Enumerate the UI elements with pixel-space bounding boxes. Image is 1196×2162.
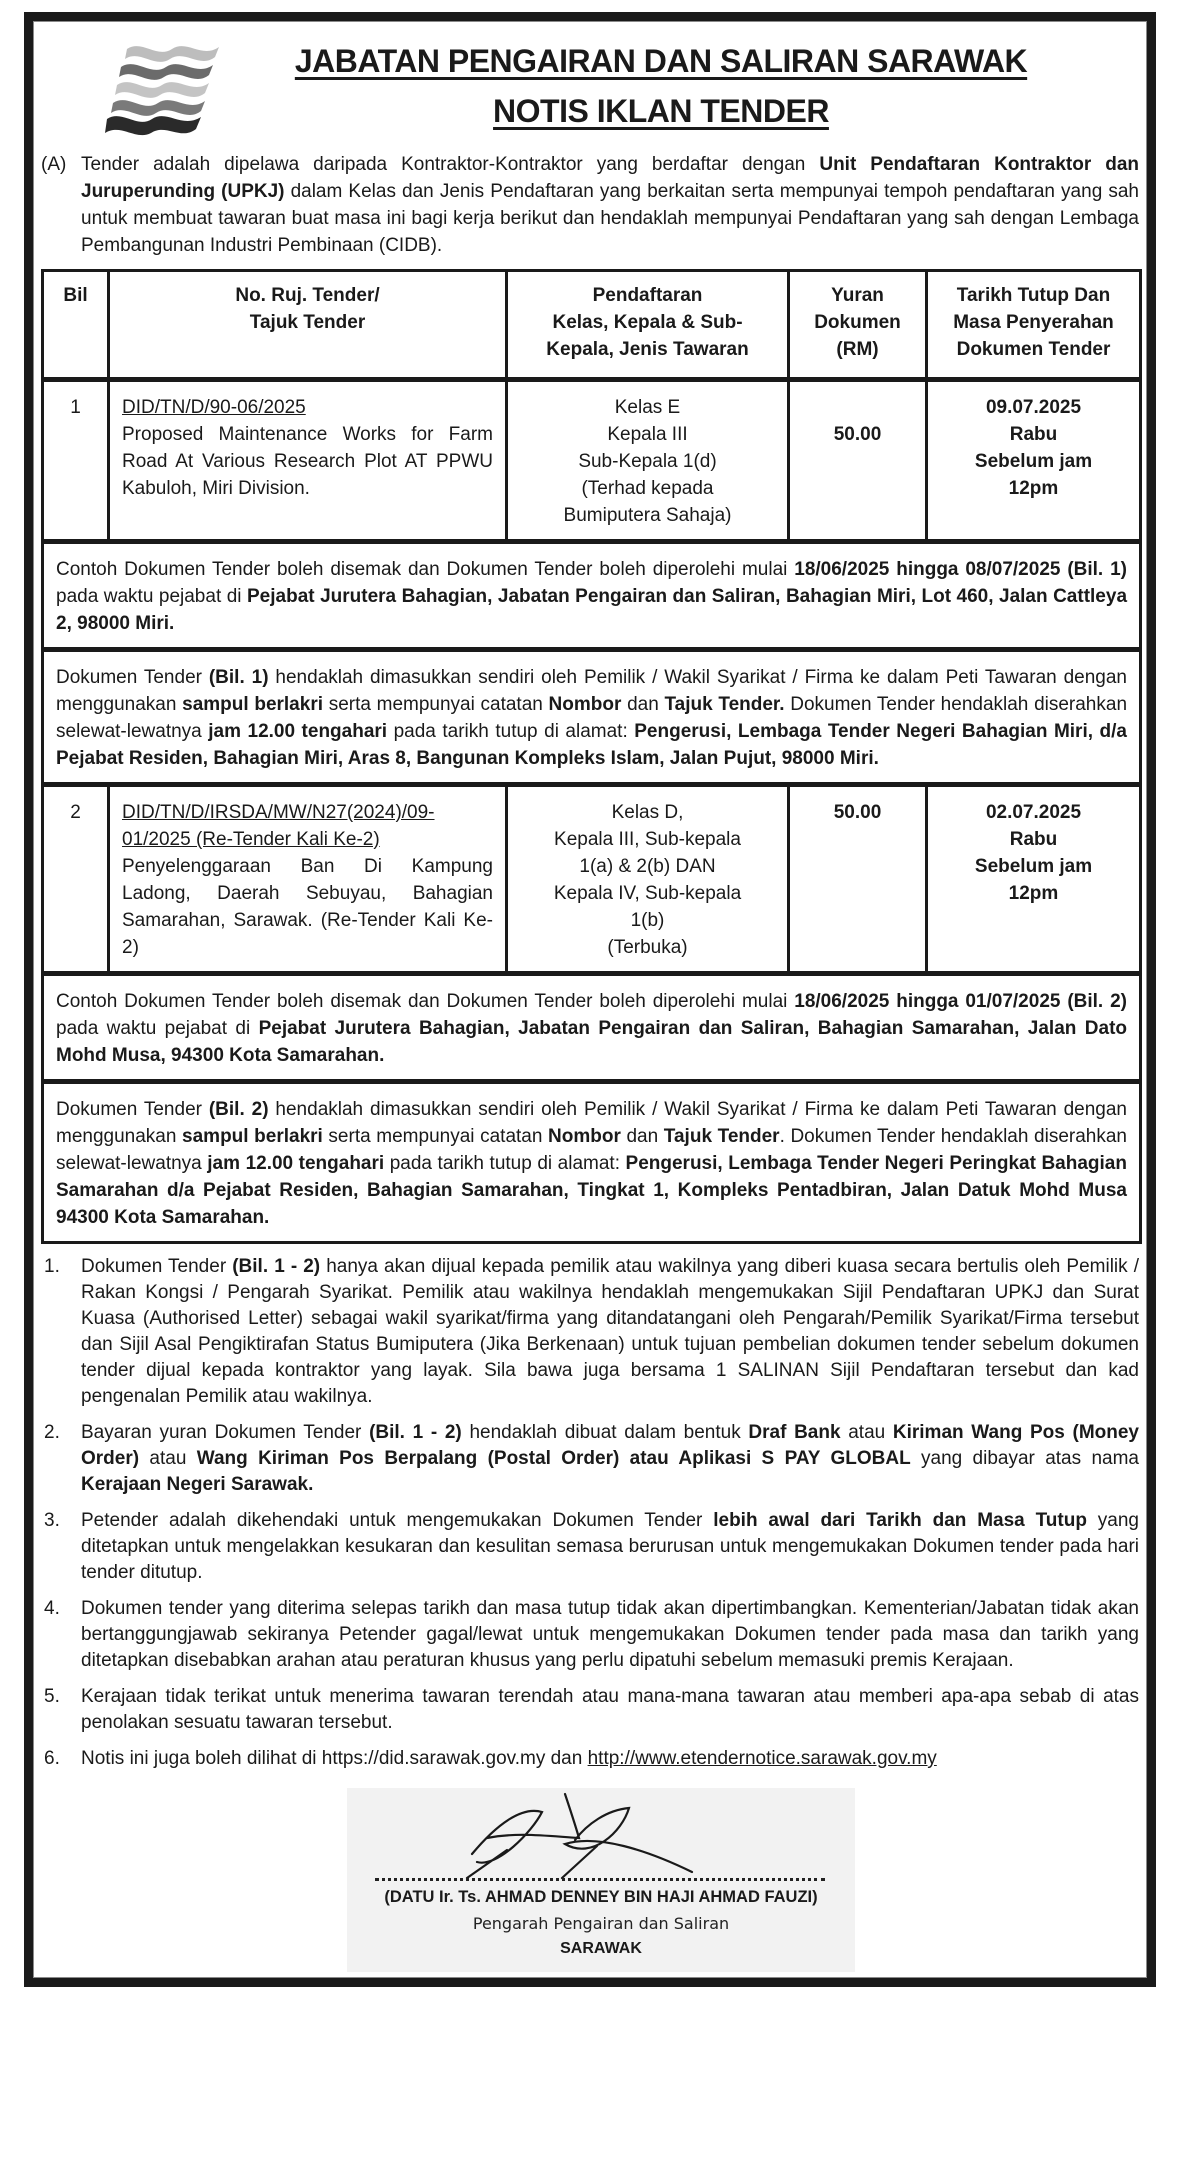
bold-text: (Bil. 1 - 2) [369,1422,462,1443]
text-segment: Kelas, Kepala & Sub- [552,312,743,333]
text-segment: Dokumen Tender [956,339,1111,360]
text-segment: Rabu [1009,424,1058,445]
text-segment: 12pm [1008,478,1059,499]
text-segment: Petender adalah dikehendaki untuk mengemukakan Dokumen Tender [81,1510,714,1531]
signature-area [41,1782,1139,1978]
condition-item [41,1684,1139,1736]
bold-text: Tajuk Tender. [664,694,785,715]
text-segment: hendaklah dimasukkan sendiri oleh Pemilik / Wakil Syarikat / Firma ke dalam Peti Tawaran dengan menggunakan [56,1099,1127,1147]
notice-frame [24,12,1156,1987]
table-header-row [43,271,1141,380]
text-segment: (Terbuka) [607,937,688,958]
text-segment: 3. [44,1510,60,1531]
condition-item [41,1508,1139,1586]
text-segment: (RM) [836,339,879,360]
bold-text: sampul berlakri [182,1126,323,1147]
text-segment: Kepala III, Sub-kepala [554,829,741,850]
intro-text: dalam Kelas dan Jenis Pendaftaran yang berkaitan serta mempunyai tempoh pendaftaran yang sah untuk membuat tawaran buat masa ini bagi kerja berikut dan hendaklah mempunyai Pendaftaran yang sah dengan Lembaga Pembangunan Industri Pembinaan (CIDB). [81,181,1139,256]
signature-dotted-line [375,1878,825,1881]
etendernotice-link[interactable]: http://www.etendernotice.sarawak.gov.my [587,1748,937,1769]
intro-text: Tender adalah dipelawa daripada Kontraktor-Kontraktor yang berdaftar dengan [81,154,820,175]
table-row [43,380,1141,542]
text-segment: Kepala IV, Sub-kepala [553,883,742,904]
text-segment: Yuran [831,285,884,306]
bold-text: Pejabat Jurutera Bahagian, Jabatan Pengairan dan Saliran, Bahagian Samarahan, Jalan Dato Mohd Musa, 94300 Kota Samarahan. [56,1018,1127,1066]
bold-text: Tajuk Tender [663,1126,780,1147]
text-segment: hendaklah dibuat dalam bentuk [461,1422,749,1443]
text-segment: 09.07.2025 [985,397,1082,418]
table-note-row [43,974,1141,1082]
notice-title: NOTIS IKLAN TENDER [493,93,829,129]
handwritten-signature-icon [347,1788,855,1880]
text-segment: Dokumen Tender hendaklah diserahkan selewat-lewatnya [56,694,1128,742]
text-segment: 02.07.2025 [985,802,1082,823]
bold-text: (Bil. 1) [208,667,269,688]
text-segment: Tarikh Tutup Dan [956,285,1111,306]
bold-text: 18/06/2025 hingga 01/07/2025 (Bil. 2) [794,991,1127,1012]
text-segment: Kepala, Jenis Tawaran [546,339,749,360]
table-note-row [43,1082,1141,1243]
tender-ref-no: DID/TN/D/IRSDA/MW/N27(2024)/09-01/2025 (Re-Tender Kali Ke-2) [122,802,435,850]
text-segment: atau [139,1448,197,1469]
bold-text: sampul berlakri [182,694,323,715]
note-collect-bil-2 [43,974,1141,1082]
header-registration [507,271,789,380]
tender-ref-no: DID/TN/D/90-06/2025 [122,397,306,418]
text-segment: Tajuk Tender [249,312,366,333]
bold-text: Nombor [548,1126,621,1147]
text-segment: Sebelum jam [974,451,1093,472]
row-ref [109,380,507,542]
text-segment: Sebelum jam [974,856,1093,877]
text-segment: hanya akan dijual kepada pemilik atau wakilnya yang diberi kuasa secara bertulis oleh Pemilik / Rakan Kongsi / Pengarah Syarikat. Pemilik atau wakilnya hendaklah mengemukakan Sijil Pendaftaran UPKJ dan Surat Kuasa (Authorised Letter) sebagai wakil syarikat/firma yang ditandatangani oleh Pengarah/Pemilik Syarikat/Firma tersebut dan Sijil Asal Pengiktirafan Status Bumiputera (Jika Berkenaan) untuk tujuan pembelian dokumen tender sebelum dokumen tender dijual kepada kontraktor yang layak. Sila bawa juga bersama 1 SALINAN Sijil Pendaftaran tersebut dan kad pengenalan Pemilik atau wakilnya. [81,1256,1140,1407]
text-segment: pada tarikh tutup di alamat: [387,721,635,742]
text-segment: Contoh Dokumen Tender boleh disemak dan Dokumen Tender boleh diperolehi mulai [56,559,795,580]
intro-bold: Unit Pendaftaran Kontraktor dan Juruperunding (UPKJ) [81,154,1139,202]
bold-text: Pengerusi, Lembaga Tender Negeri Bahagian Miri, d/a Pejabat Residen, Bahagian Miri, Aras 8, Bangunan Kompleks Islam, Jalan Pujut, 98000 Miri. [56,721,1127,769]
row-ref [109,785,507,974]
row-registration [507,785,789,974]
text-segment: Kepala III [607,424,688,445]
text-segment: Bayaran yuran Dokumen Tender [81,1422,370,1443]
text-segment: Masa Penyerahan [953,312,1114,333]
text-segment: Pendaftaran [592,285,703,306]
table-note-row [43,650,1141,785]
text-segment: 5. [44,1686,60,1707]
row-closing [927,380,1141,542]
row-closing [927,785,1141,974]
tender-title: Proposed Maintenance Works for Farm Road At Various Research Plot AT PPWU Kabuloh, Miri Division. [122,424,493,499]
bold-text: 18/06/2025 hingga 08/07/2025 (Bil. 1) [794,559,1127,580]
note-submit-bil-1 [43,650,1141,785]
water-waves-logo-icon [97,43,227,143]
signatory-state: SARAWAK [560,1940,642,1957]
text-segment: (Terhad kepada [581,478,714,499]
text-segment: Bil [63,285,88,306]
text-segment: 12pm [1008,883,1059,904]
text-segment: dan [620,1126,664,1147]
text-segment: yang dibayar atas nama [910,1448,1139,1469]
bold-text: Kerajaan Negeri Sarawak. [81,1474,314,1495]
text-segment: yang ditetapkan untuk mengelakkan kesukaran dan kesulitan semasa berurusan untuk mengemukakan Dokumen tender pada hari tender ditutup. [81,1510,1139,1583]
bold-text: Kiriman Wang Pos (Money Order) [81,1422,1139,1469]
text-segment: Bumiputera Sahaja) [563,505,732,526]
text-segment: serta mempunyai catatan [323,694,549,715]
text-segment: Rabu [1009,829,1058,850]
notice-header [41,21,1139,151]
signatory-position: Pengarah Pengairan dan Saliran [472,1914,730,1933]
conditions-list [41,1254,1139,1772]
text-segment: Dokumen Tender [56,1099,209,1120]
text-segment: pada waktu pejabat di [56,586,247,607]
condition-item [41,1254,1139,1410]
header-ref [109,271,507,380]
text-segment: 4. [44,1598,60,1619]
bold-text: Nombor [548,694,622,715]
row-fee: 50.00 [789,380,927,542]
bold-text: jam 12.00 tengahari [207,1153,385,1174]
text-segment: Dokumen tender yang diterima selepas tarikh dan masa tutup tidak akan dipertimbangkan. Kementerian/Jabatan tidak akan bertanggungjawab sekiranya Petender gagal/lewat untuk mengemukakan Dokumen tender pada masa dan tarikh yang ditetapkan disebabkan arahan atau peraturan khusus yang perlu dipatuhi sebelum memasuki premis Kerajaan. [81,1598,1139,1671]
row-fee: 50.00 [789,785,927,974]
text-segment: hendaklah dimasukkan sendiri oleh Pemilik / Wakil Syarikat / Firma ke dalam Peti Tawaran dengan menggunakan [56,667,1127,715]
text-segment: serta mempunyai catatan [322,1126,549,1147]
row-bil: 2 [43,785,109,974]
text-segment: Kelas D, [611,802,684,823]
text-segment: pada tarikh tutup di alamat: [384,1153,626,1174]
text-segment: 1. [44,1256,60,1277]
bold-text: Pejabat Jurutera Bahagian, Jabatan Pengairan dan Saliran, Bahagian Miri, Lot 460, Jalan Cattleya 2, 98000 Miri. [56,586,1128,634]
text-segment: 2. [44,1422,60,1443]
signature-block [347,1788,855,1972]
condition-item [41,1596,1139,1674]
text-segment: Contoh Dokumen Tender boleh disemak dan Dokumen Tender boleh diperolehi mulai [56,991,795,1012]
bold-text: Pengerusi, Lembaga Tender Negeri Peringkat Bahagian Samarahan d/a Pejabat Residen, Bahagian Samarahan, Tingkat 1, Kompleks Pentadbiran, Jalan Datuk Mohd Musa 94300 Kota Samarahan. [56,1153,1127,1228]
intro-label: (A) [41,154,67,175]
text-segment: Sub-Kepala 1(d) [578,451,717,472]
tender-title: Penyelenggaraan Ban Di Kampung Ladong, Daerah Sebuyau, Bahagian Samarahan, Sarawak. (Re-Tender Kali Ke-2) [122,856,493,958]
text-segment: atau [840,1422,893,1443]
text-segment: Kelas E [614,397,681,418]
header-bil [43,271,109,380]
header-fee [789,271,927,380]
text-segment: 1(a) & 2(b) DAN [579,856,716,877]
condition-item [41,1420,1139,1498]
department-title: JABATAN PENGAIRAN DAN SALIRAN SARAWAK [294,43,1028,79]
table-note-row [43,542,1141,650]
table-row [43,785,1141,974]
text-segment: Kerajaan tidak terikat untuk menerima tawaran terendah atau mana-mana tawaran atau memberi apa-apa sebab di atas penolakan sesuatu tawaran tersebut. [81,1686,1139,1733]
text-segment: Notis ini juga boleh dilihat di https://did.sarawak.gov.my dan [81,1748,588,1769]
row-bil: 1 [43,380,109,542]
bold-text: jam 12.00 tengahari [208,721,388,742]
text-segment: Dokumen [814,312,901,333]
header-closing [927,271,1141,380]
bold-text: lebih awal dari Tarikh dan Masa Tutup [713,1510,1087,1531]
text-segment: 1(b) [630,910,665,931]
text-segment: No. Ruj. Tender/ [235,285,380,306]
text-segment: pada waktu pejabat di [56,1018,259,1039]
bold-text: (Bil. 2) [208,1099,269,1120]
text-segment: Dokumen Tender [56,667,209,688]
note-collect-bil-1 [43,542,1141,650]
tender-table [41,269,1142,1244]
bold-text: (Bil. 1 - 2) [232,1256,321,1277]
condition-item [41,1746,1139,1772]
bold-text: Draf Bank [748,1422,841,1443]
text-segment: Dokumen Tender [81,1256,233,1277]
text-segment: 6. [44,1748,60,1769]
text-segment: dan [621,694,665,715]
row-registration [507,380,789,542]
note-submit-bil-2 [43,1082,1141,1243]
signatory-name: (DATU Ir. Ts. AHMAD DENNEY BIN HAJI AHMAD FAUZI) [384,1888,818,1906]
bold-text: Wang Kiriman Pos Berpalang (Postal Order) atau Aplikasi S PAY GLOBAL [196,1448,911,1469]
intro-paragraph [41,151,1139,259]
text-segment: . Dokumen Tender hendaklah diserahkan selewat-lewatnya [56,1126,1127,1174]
